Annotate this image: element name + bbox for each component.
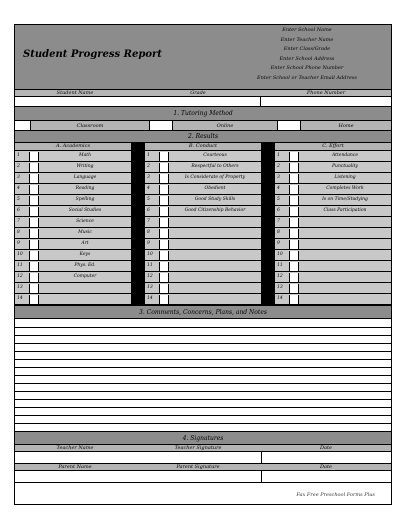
field-divider — [261, 452, 262, 463]
row-number: 14 — [17, 296, 23, 301]
home-checkbox[interactable] — [277, 121, 301, 130]
row-number: 10 — [147, 252, 153, 257]
phone-label: Phone Number — [306, 90, 346, 96]
result-label — [299, 239, 391, 249]
footer-credit: Fax Free Preschool Forms Plus — [296, 492, 375, 498]
academics-title: A. Academics — [55, 143, 91, 149]
result-row — [145, 184, 261, 195]
result-row — [145, 294, 261, 305]
result-label — [169, 239, 261, 249]
result-label: Listening — [334, 175, 356, 180]
row-number: 12 — [17, 274, 23, 279]
result-label: Reading — [75, 186, 95, 191]
result-checkbox[interactable] — [29, 174, 39, 183]
grade-label: Grade — [190, 90, 206, 96]
result-label: Respectful to Others — [191, 164, 239, 169]
result-checkbox[interactable] — [29, 251, 39, 260]
row-number: 5 — [277, 197, 280, 202]
note-line — [15, 399, 391, 400]
result-row — [275, 195, 391, 206]
result-label: Punctuality — [332, 164, 358, 169]
result-label: Courteous — [203, 153, 227, 158]
section3-header — [15, 305, 391, 319]
row-number: 2 — [17, 164, 20, 169]
result-row — [15, 294, 131, 305]
result-row — [15, 217, 131, 228]
result-checkbox[interactable] — [289, 174, 299, 183]
row-number: 3 — [277, 175, 280, 180]
row-number: 13 — [277, 285, 283, 290]
row-number: 4 — [17, 186, 20, 191]
header-band — [15, 25, 391, 90]
parent-signature-label: Parent Signature — [176, 464, 220, 470]
online-checkbox[interactable] — [149, 121, 173, 130]
row-number: 7 — [147, 219, 150, 224]
row-number: 11 — [17, 263, 23, 268]
column-divider — [131, 143, 145, 305]
result-label — [169, 283, 261, 293]
results-column-titles — [15, 143, 391, 151]
result-row — [145, 228, 261, 239]
note-line — [15, 423, 391, 424]
section4-header — [15, 431, 391, 445]
row-number: 5 — [147, 197, 150, 202]
student-name-field[interactable] — [15, 97, 261, 106]
row-number: 8 — [277, 230, 280, 235]
parent-signature-labels — [15, 464, 391, 471]
result-checkbox[interactable] — [289, 229, 299, 238]
result-row — [145, 206, 261, 217]
result-checkbox[interactable] — [289, 185, 299, 194]
result-label — [169, 261, 261, 271]
result-checkbox[interactable] — [159, 240, 169, 249]
result-checkbox[interactable] — [29, 196, 39, 205]
field-divider — [261, 471, 262, 482]
row-number: 12 — [147, 274, 153, 279]
classroom-label: Classroom — [76, 123, 104, 129]
report-form — [14, 24, 392, 505]
parent-signature-fields[interactable] — [15, 471, 391, 483]
row-number: 14 — [147, 296, 153, 301]
result-row — [275, 217, 391, 228]
result-checkbox[interactable] — [159, 163, 169, 172]
result-checkbox[interactable] — [29, 229, 39, 238]
row-number: 9 — [147, 241, 150, 246]
column-divider — [261, 143, 275, 305]
row-number: 13 — [17, 285, 23, 290]
section1-title: 1. Tutoring Method — [173, 110, 233, 117]
row-number: 6 — [147, 208, 150, 213]
school-address[interactable]: Enter School Address — [279, 55, 335, 62]
result-row — [275, 283, 391, 294]
info-input-row — [15, 97, 391, 107]
result-row — [275, 162, 391, 173]
row-number: 3 — [147, 175, 150, 180]
row-number: 11 — [147, 263, 153, 268]
result-label: Keys — [79, 252, 91, 257]
row-number: 12 — [277, 274, 283, 279]
result-checkbox[interactable] — [289, 152, 299, 161]
result-label: Science — [76, 219, 94, 224]
section1-header — [15, 107, 391, 121]
note-line — [15, 335, 391, 336]
parent-date-label: Date — [320, 464, 332, 470]
note-line — [15, 383, 391, 384]
result-label — [299, 294, 391, 304]
row-number: 5 — [17, 197, 20, 202]
result-label — [169, 228, 261, 238]
info-label-row — [15, 90, 391, 97]
note-line — [15, 359, 391, 360]
result-checkbox[interactable] — [159, 196, 169, 205]
result-row — [145, 283, 261, 294]
result-checkbox[interactable] — [29, 218, 39, 227]
result-row — [275, 261, 391, 272]
result-row — [15, 239, 131, 250]
result-row — [15, 195, 131, 206]
result-row — [145, 217, 261, 228]
class-grade[interactable]: Enter Class/Grade — [283, 46, 331, 52]
school-phone[interactable]: Enter School Phone Number — [270, 65, 344, 71]
result-label: Phys. Ed. — [74, 263, 96, 268]
report-title: Student Progress Report — [23, 49, 162, 60]
note-line — [15, 327, 391, 328]
result-row — [15, 162, 131, 173]
row-number: 6 — [277, 208, 280, 213]
result-checkbox[interactable] — [289, 262, 299, 271]
row-number: 2 — [277, 164, 280, 169]
result-checkbox[interactable] — [29, 207, 39, 216]
section4-title: 4. Signatures — [182, 435, 224, 442]
result-row — [275, 173, 391, 184]
results-grid — [15, 151, 391, 305]
result-label: Computer — [73, 274, 97, 279]
school-name[interactable]: Enter School Name — [282, 27, 332, 33]
note-line — [15, 367, 391, 368]
result-row — [15, 206, 131, 217]
teacher-signature-fields[interactable] — [15, 452, 391, 464]
row-number: 10 — [277, 252, 283, 257]
result-checkbox[interactable] — [159, 218, 169, 227]
result-row — [145, 250, 261, 261]
result-checkbox[interactable] — [289, 284, 299, 293]
row-number: 1 — [277, 153, 280, 158]
result-checkbox[interactable] — [159, 174, 169, 183]
teacher-name[interactable]: Enter Teacher Name — [280, 36, 334, 43]
result-checkbox[interactable] — [29, 152, 39, 161]
result-row — [145, 272, 261, 283]
result-checkbox[interactable] — [29, 262, 39, 271]
result-checkbox[interactable] — [159, 229, 169, 238]
result-row — [145, 151, 261, 162]
result-row — [15, 272, 131, 283]
result-checkbox[interactable] — [289, 273, 299, 282]
teacher-name-label: Teacher Name — [56, 445, 94, 451]
row-number: 14 — [277, 296, 283, 301]
conduct-title: B. Conduct — [188, 143, 218, 149]
result-checkbox[interactable] — [289, 218, 299, 227]
result-label: Writing — [76, 164, 94, 169]
effort-column — [275, 151, 391, 305]
result-checkbox[interactable] — [29, 295, 39, 304]
result-row — [15, 250, 131, 261]
student-name-label: Student Name — [56, 90, 94, 96]
tutoring-options-row — [15, 121, 391, 131]
result-label — [299, 217, 391, 227]
result-checkbox[interactable] — [159, 273, 169, 282]
result-label: Math — [79, 153, 91, 158]
result-label: Language — [73, 175, 97, 180]
school-info — [225, 28, 389, 88]
result-label: Music — [78, 230, 92, 235]
row-number: 9 — [277, 241, 280, 246]
result-checkbox[interactable] — [289, 163, 299, 172]
result-label — [39, 294, 131, 304]
row-number: 4 — [147, 186, 150, 191]
note-line — [15, 415, 391, 416]
result-checkbox[interactable] — [289, 251, 299, 260]
result-label — [169, 217, 261, 227]
row-number: 7 — [17, 219, 20, 224]
result-checkbox[interactable] — [159, 152, 169, 161]
section2-title: 2. Results — [187, 133, 219, 140]
result-label: Good Study Skills — [194, 197, 236, 202]
result-label — [169, 272, 261, 282]
result-label — [299, 283, 391, 293]
result-checkbox[interactable] — [159, 262, 169, 271]
notes-area[interactable] — [15, 319, 391, 431]
result-checkbox[interactable] — [159, 207, 169, 216]
result-label: Spelling — [75, 197, 95, 202]
result-label — [299, 228, 391, 238]
result-checkbox[interactable] — [29, 240, 39, 249]
result-label: Social Studies — [68, 208, 102, 213]
row-number: 11 — [277, 263, 283, 268]
result-row — [15, 228, 131, 239]
teacher-signature-label: Teacher Signature — [174, 445, 222, 451]
result-checkbox[interactable] — [159, 185, 169, 194]
section2-header — [15, 131, 391, 143]
result-checkbox[interactable] — [289, 207, 299, 216]
result-row — [145, 173, 261, 184]
result-checkbox[interactable] — [29, 273, 39, 282]
result-row — [145, 261, 261, 272]
result-row — [15, 173, 131, 184]
result-row — [15, 151, 131, 162]
result-label: Class Participation — [323, 208, 367, 213]
classroom-checkbox[interactable] — [15, 121, 31, 130]
result-checkbox[interactable] — [29, 163, 39, 172]
result-label: Is Considerate of Property — [184, 175, 246, 180]
school-email[interactable]: Enter School or Teacher Email Address — [257, 74, 357, 81]
result-label: Is on Time/Studying — [322, 197, 368, 202]
home-label: Home — [338, 123, 354, 129]
result-checkbox[interactable] — [159, 295, 169, 304]
result-row — [275, 151, 391, 162]
result-row — [275, 272, 391, 283]
result-checkbox[interactable] — [159, 251, 169, 260]
result-label: Good Citizenship Behavior — [184, 208, 246, 213]
row-number: 6 — [17, 208, 20, 213]
row-number: 7 — [277, 219, 280, 224]
result-row — [15, 261, 131, 272]
result-label: Obedient — [204, 186, 226, 191]
note-line — [15, 407, 391, 408]
result-row — [145, 239, 261, 250]
row-number: 1 — [17, 153, 20, 158]
result-row — [275, 294, 391, 305]
note-line — [15, 375, 391, 376]
row-number: 2 — [147, 164, 150, 169]
result-row — [145, 195, 261, 206]
result-checkbox[interactable] — [289, 196, 299, 205]
result-label — [169, 250, 261, 260]
note-line — [15, 351, 391, 352]
row-number: 9 — [17, 241, 20, 246]
result-label: Art — [81, 241, 89, 246]
result-label — [299, 272, 391, 282]
result-row — [275, 206, 391, 217]
effort-title: C. Effort — [322, 143, 344, 149]
result-row — [275, 250, 391, 261]
note-line — [15, 391, 391, 392]
result-label — [169, 294, 261, 304]
row-number: 4 — [277, 186, 280, 191]
row-number: 10 — [17, 252, 23, 257]
parent-name-label: Parent Name — [58, 464, 92, 470]
row-number: 1 — [147, 153, 150, 158]
note-line — [15, 343, 391, 344]
conduct-column — [145, 151, 261, 305]
result-checkbox[interactable] — [159, 284, 169, 293]
result-label — [299, 261, 391, 271]
result-checkbox[interactable] — [289, 295, 299, 304]
result-checkbox[interactable] — [29, 284, 39, 293]
result-row — [275, 228, 391, 239]
result-row — [15, 184, 131, 195]
result-label — [299, 250, 391, 260]
academics-column — [15, 151, 131, 305]
row-number: 3 — [17, 175, 20, 180]
teacher-signature-labels — [15, 445, 391, 452]
result-row — [275, 239, 391, 250]
section3-title: 3. Comments, Concerns, Plans, and Notes — [139, 309, 267, 316]
result-row — [145, 162, 261, 173]
row-number: 8 — [17, 230, 20, 235]
result-checkbox[interactable] — [289, 240, 299, 249]
result-row — [275, 184, 391, 195]
row-number: 8 — [147, 230, 150, 235]
result-checkbox[interactable] — [29, 185, 39, 194]
result-label: Attendance — [332, 153, 358, 158]
teacher-date-label: Date — [320, 445, 332, 451]
result-label — [39, 283, 131, 293]
result-label: Completes Work — [326, 186, 364, 191]
online-label: Online — [216, 123, 234, 129]
phone-field[interactable] — [261, 97, 391, 106]
result-row — [15, 283, 131, 294]
row-number: 13 — [147, 285, 153, 290]
